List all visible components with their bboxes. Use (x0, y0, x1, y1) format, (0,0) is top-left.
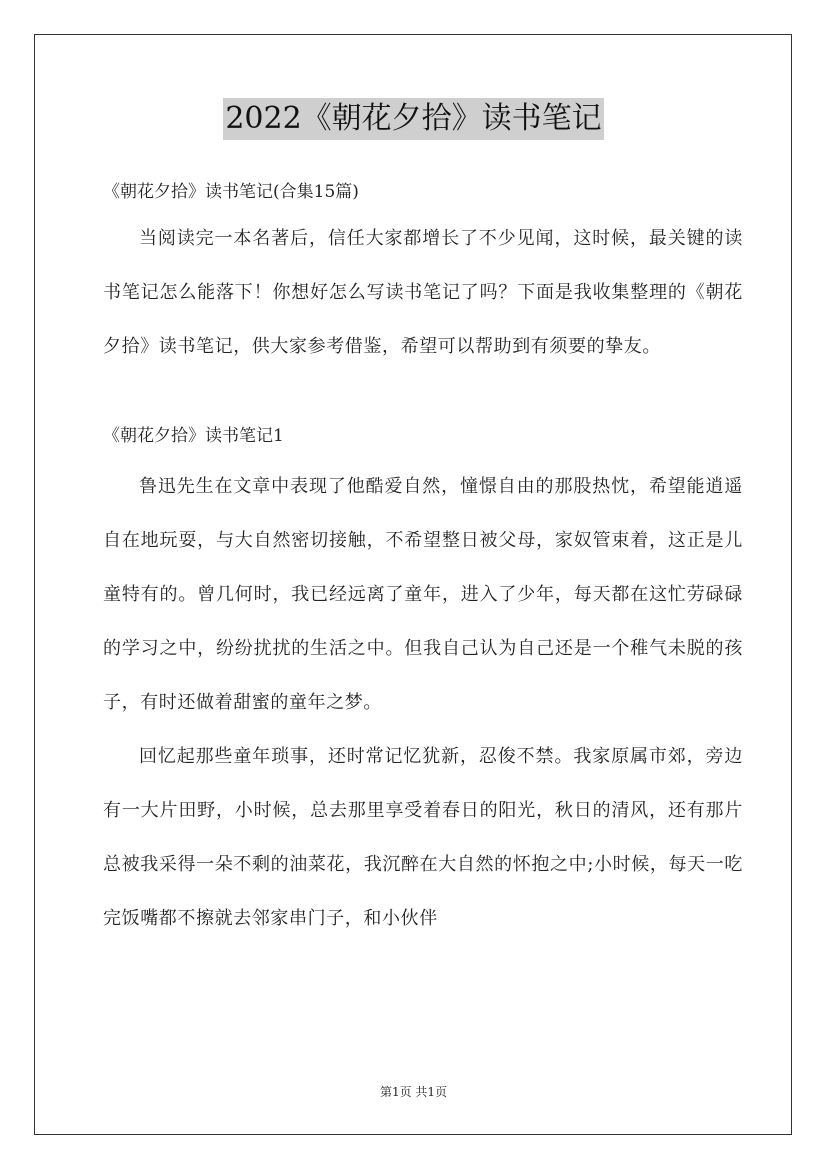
body-paragraph-2: 回忆起那些童年琐事，还时常记忆犹新，忍俊不禁。我家原属市郊，旁边有一大片田野，小时候，总去那里享受着春日的阳光，秋日的清风，还有那片总被我采得一朵不剩的油菜花，我沉醉在大自然的怀抱之中;小时候，每天一吃完饭嘴都不擦就去邻家串门子，和小伙伴 (103, 746, 743, 929)
document-title: 2022《朝花夕拾》读书笔记 (223, 98, 603, 140)
section-heading-1: 《朝花夕拾》读书笔记1 (103, 426, 284, 446)
page-footer: 第1页 共1页 (379, 1085, 448, 1099)
section-spacer (103, 374, 743, 402)
body-paragraph-1: 鲁迅先生在文章中表现了他酷爱自然，憧憬自由的那股热忱，希望能逍遥自在地玩耍，与大自然密切接触，不希望整日被父母，家奴管束着，这正是儿童特有的。曾几何时，我已经远离了童年，进入了少年，每天都在这忙劳碌碌的学习之中，纷纷扰扰的生活之中。但我自己认为自己还是一个稚气未脱的孩子，有时还做着甜蜜的童年之梦。 (103, 476, 743, 713)
title-container (0, 98, 827, 140)
document-subtitle: 《朝花夕拾》读书笔记(合集15篇) (103, 182, 359, 202)
intro-paragraph: 当阅读完一本名著后，信任大家都增长了不少见闻，这时候，最关键的读书笔记怎么能落下！你想好怎么写读书笔记了吗？下面是我收集整理的《朝花夕拾》读书笔记，供大家参考借鉴，希望可以帮助到有须要的挚友。 (103, 228, 743, 357)
document-body (103, 172, 743, 946)
